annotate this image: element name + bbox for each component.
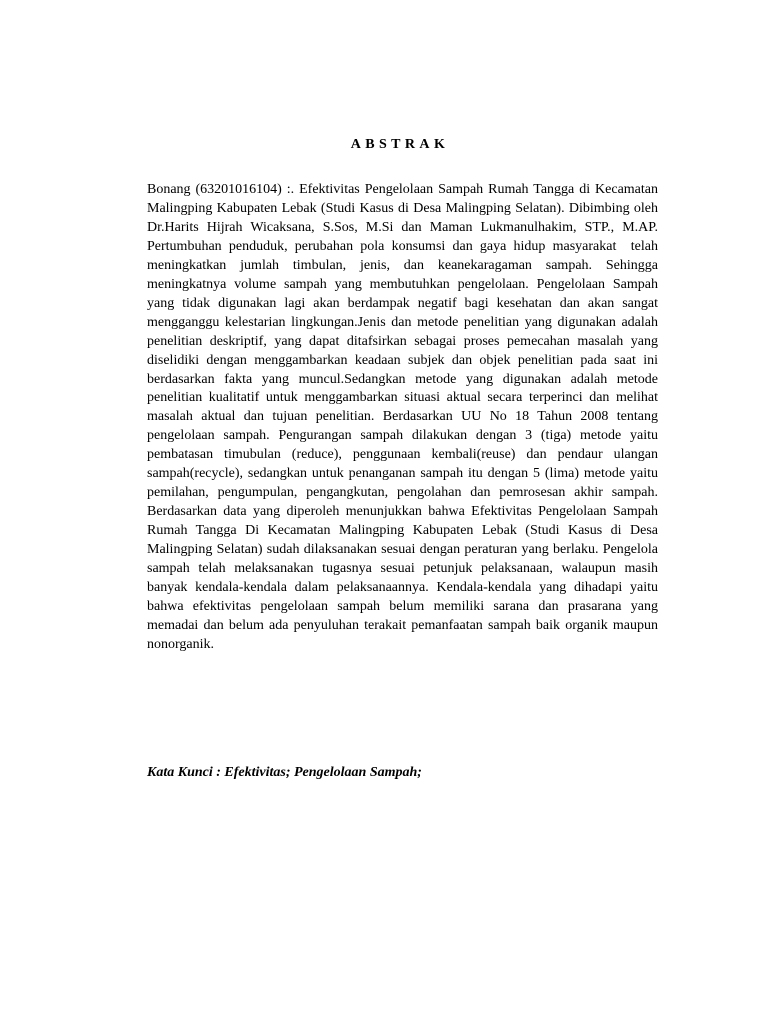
page-title: ABSTRAK: [350, 137, 450, 152]
abstract-body: Bonang (63201016104) :. Efektivitas Pengelolaan Sampah Rumah Tangga di Kecamatan Malingping Kabupaten Lebak (Studi Kasus di Desa Malingping Selatan). Dibimbing oleh Dr.Harits Hijrah Wicaksana, S.Sos, M.Si dan Maman Lukmanulhakim, STP., M.AP. Pertumbuhan penduduk, perubahan pola konsumsi dan gaya hidup masyarakat telah meningkatkan jumlah timbulan, jenis, dan keanekaragaman sampah. Sehingga meningkatnya volume sampah yang membutuhkan pengelolaan. Pengelolaan Sampah yang tidak digunakan lagi akan berdampak negatif bagi kesehatan dan akan sangat mengganggu kelestarian lingkungan.Jenis dan metode penelitian yang digunakan adalah penelitian deskriptif, yang dapat ditafsirkan sebagai proses pemecahan masalah yang diselidiki dengan menggambarkan keadaan subjek dan objek penelitian pada saat ini berdasarkan fakta yang muncul.Sedangkan metode yang digunakan adalah metode penelitian kualitatif untuk menggambarkan situasi aktual secara terperinci dan melihat masalah aktual dan tujuan penelitian. Berdasarkan UU No 18 Tahun 2008 tentang pengelolaan sampah. Pengurangan sampah dilakukan dengan 3 (tiga) metode yaitu pembatasan timubulan (reduce), penggunaan kembali(reuse) dan pendaur ulangan sampah(recycle), sedangkan untuk penanganan sampah itu dengan 5 (lima) metode yaitu pemilahan, pengumpulan, pengangkutan, pengolahan dan pemrosesan akhir sampah. Berdasarkan data yang diperoleh menunjukkan bahwa Efektivitas Pengelolaan Sampah Rumah Tangga Di Kecamatan Malingping Kabupaten Lebak (Studi Kasus di Desa Malingping Selatan) sudah dilaksanakan sesuai dengan peraturan yang berlaku. Pengelola sampah telah melaksanakan tugasnya sesuai petunjuk pelaksanaan, walaupun masih banyak kendala-kendala dalam pelaksanaannya. Kendala-kendala yang dihadapi yaitu bahwa efektivitas pengelolaan sampah belum memiliki sarana dan prasarana yang memadai dan belum ada penyuluhan terakait pemanfaatan sampah baik organik maupun nonorganik.: [147, 182, 662, 652]
keywords: Kata Kunci : Efektivitas; Pengelolaan Sampah;: [147, 765, 422, 780]
